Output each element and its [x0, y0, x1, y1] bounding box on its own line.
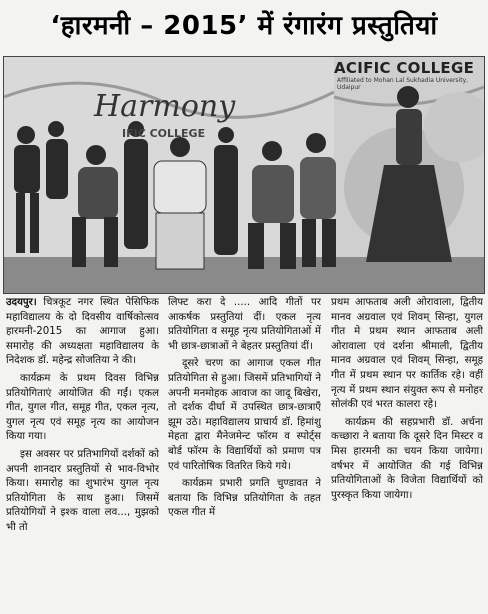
article-column-1 [6, 296, 159, 608]
article-paragraph: प्रथम आफताब अली ओरावाला, द्वितीय मानव अग्रवाल एवं शिवम् सिन्हा, युगल गीत मे प्रथम स्थान आफताब अली ओरावाला एवं दर्शना श्रीमाली, द्वितीय मानव अग्रवाल एवं शिवम् सिन्हा, समूह गीत में प्रथम स्थान पर कार्तिक रहे। वहीं नृत्य में प्रथम स्थान संयुक्त रूप से मनोहर सोलंकी एवं भरत कालरा रहे। [331, 297, 483, 411]
banner-small-college: IFIC COLLEGE [122, 127, 206, 140]
dateline: उदयपुर। [6, 297, 37, 308]
article-paragraph: लिफ्ट करा दे ..... आदि गीतों पर आकर्षक प्रस्तुतियां दीं। एकल नृत्य प्रतियोगिता व समूह नृत्य प्रतियोगिताओं में भी छात्र-छात्राओं ने बेहतर प्रस्तुतियां दीं। [168, 297, 321, 352]
article-paragraph: कार्यक्रम की सहप्रभारी डॉ. अर्चना कच्छारा ने बताया कि दूसरे दिन मिस्टर व मिस हारमनी का चयन किया जायेगा। वर्षभर में आयोजित की गई विभिन्न प्रतियोगिताओं के विजेता विद्यार्थियों को पुरस्कृत किया जायेगा। [331, 416, 483, 501]
article-column-2 [168, 296, 321, 608]
banner-college-affiliation: Affiliated to Mohan Lal Sukhadia University, Udaipur [337, 77, 469, 91]
article-column-3 [331, 296, 483, 608]
banner-college-name: ACIFIC COLLEGE [334, 59, 475, 77]
article-paragraph: इस अवसर पर प्रतिभागियों दर्शकों को अपनी शानदार प्रस्तुतियों से भाव-विभोर किया। समारोह का शुभारंभ युगल नृत्य प्रतियोगिता के साथ हुआ। जिसमें प्रतियोगियों ने इश्क वाला लव..., मुझको भी तो [6, 448, 159, 533]
article-paragraph [6, 296, 159, 369]
photo-scene [4, 57, 484, 293]
article-paragraph: कार्यक्रम प्रभारी प्रगति चुण्डावत ने बताया कि विभिन्न प्रतियोगिता के तहत एकल गीत में [168, 478, 321, 519]
article-paragraph: दूसरे चरण का आगाज एकल गीत प्रतियोगिता से हुआ। जिसमें प्रतिभागियों ने अपनी मनमोहक आवाज का जादू बिखेरा, तो दर्शक दीर्घा में उपस्थित छात्र-छात्राएँ झूम उठे। महाविद्यालय प्राचार्य डॉ. हिमांशु मेहता द्वारा मैनेजमेन्ट फॉरम व स्पोर्ट्स बोर्ड फॉरम के विद्यार्थियों को प्रमाण पत्र एवं पारितोषिक वितरित किये गये। [168, 358, 321, 472]
headline: ‘हारमनी – 2015’ में रंगारंग प्रस्तुतियां [50, 11, 438, 41]
paragraph-text: चित्रकूट नगर स्थित पेसिफिक महाविद्यालय के दो दिवसीय वार्षिकोत्सव हारमनी-2015 का आगाज हुआ। समारोह की अध्यक्षता महाविद्यालय के निदेशक डॉ. महेन्द्र सोजतिया ने की। [6, 297, 159, 367]
article-paragraph: कार्यक्रम के प्रथम दिवस विभिन्न प्रतियोगिताएं आयोजित की गईं। एकल गीत, युगल गीत, समूह गीत, एकल नृत्य, युगल नृत्य एवं समूह नृत्य का आयोजन किया गया। [6, 372, 159, 443]
news-photo [3, 56, 485, 294]
banner-title: Harmony [94, 89, 236, 124]
